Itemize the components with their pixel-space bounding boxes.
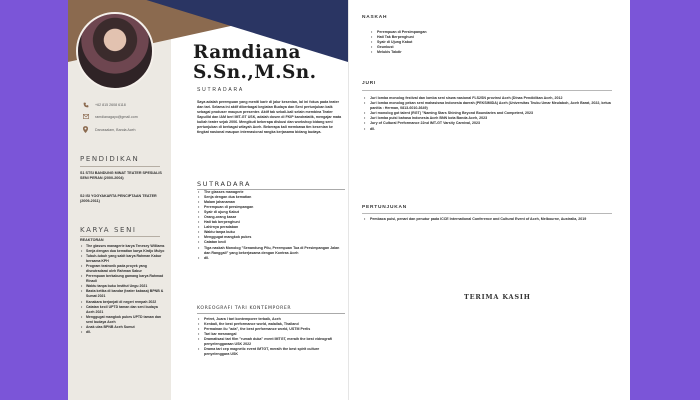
pertunjukan-list [362, 217, 612, 222]
list-item: • Malam jahanaman [197, 200, 345, 205]
list-item: • dll. [362, 127, 612, 132]
list-item: • Syair di Ujung Kabut [369, 40, 619, 45]
cv-page-left [68, 0, 348, 400]
list-item: • Petret, Juara I tari kontemporer terbaik, Aceh [197, 317, 345, 322]
list-item: • Catatan kecil UPTD taman dan seni budaya Aceh 2021 [80, 305, 166, 315]
contact-address [82, 126, 136, 133]
koreografi-heading: KOREOGRAFI TARI KONTEMPORER [197, 306, 292, 311]
list-item: • Tubuh-tubuh yang sakit karya Rahman Kabur bersama KPH [80, 254, 166, 264]
list-item: • Perempuan di Persimpangan [369, 30, 619, 35]
list-item: • Juri lomba puisi bahasa Indonesia Aceh BNN kota Banda Aceh, 2023 [362, 116, 612, 121]
pendidikan-heading: PENDIDIKAN [80, 155, 140, 163]
list-item: • Jury of Cultural Performance 22nd IMT-GT Varsity Carnival, 2023 [362, 121, 612, 126]
juri-heading: JURI [362, 81, 377, 86]
list-item: • Juri lomba monolog pekan seni mahasiswa Indonesia daerah (PEKSIMIDA) Aceh (Universitas Teuku Umar Meulaboh, Aceh Barat, 2022, ketua panitia : Herman, 0813-6010-3649) [362, 101, 612, 111]
juri-list [362, 96, 612, 132]
sutradara-heading: SUTRADARA [197, 180, 251, 188]
list-item: • Juri lomba monolog festival dan lomba seni siswa nasional FLS2SN provinsi Aceh (Dinas Pendidikan Aceh, 2012 [362, 96, 612, 101]
profile-bio: Saya adalah perempuan yang meniti karir di jalur kesenian, lal ini fokus pada teater dan tari. Selama ini aktif diberbagai kegiatan Budaya dan Seni pertunjukan baik sebagai produser maupun presenter. Aktif tak sekali-kali selain membina Teater Sapullid dan IAM beri IMT-GT USK, adalah dosen di FKIP kandratatik, mengajar mata kuliah teater sejak 2006. Mengikuti beberapa diskusi dan workshop bidang seni pertunjukan di berbagai wilayah Aceh. Beberapa kali membawa tim kesenian ke tingkat nasional maupun internasional rangka kerjasama bidang budaya. [197, 100, 342, 135]
list-item: • Tari kar mesnangal [197, 332, 345, 337]
naskah-list [369, 30, 619, 55]
koreografi-divider [197, 313, 345, 314]
list-item: • Tiga naskah Monolog "Senandung Pilu, Perempuan Tua di Persimpangan Jalan dan Ranggali" yang bekerjasama dengan Kontras Aceh [197, 246, 345, 256]
list-item: • Perempuan berkabung gamang karya Rahmad Rinadi [80, 274, 166, 284]
pendidikan-item: S2 ISI YOGYAKARTA PENCIPTAAN TEATER (2009-2011) [80, 194, 157, 204]
profile-role: SUTRADARA [197, 87, 245, 93]
list-item: • Kenbali, the best performance world, walailak, Thailand [197, 322, 345, 327]
karya-seni-heading: KARYA SENI [80, 226, 137, 234]
list-item: • Catatan kecil [197, 240, 345, 245]
list-item: • Syair di ujung Kabut [197, 210, 345, 215]
koreografi-list [197, 317, 345, 357]
list-item: • Basta ketika di bandar (teater kabasa) BPNB & Sumat 2021 [80, 289, 166, 299]
name-line-2: S.Sn.,M.Sn. [193, 62, 317, 83]
list-item: • Menggugat mangkok pukes [197, 235, 345, 240]
closing-text: TERIMA KASIH [464, 293, 531, 301]
profile-photo [76, 12, 154, 90]
list-item: • Menggugat mangkok pukes UPTD taman dan seni budaya Aceh [80, 315, 166, 325]
list-item: • Geunkust [369, 45, 619, 50]
list-item: • The glasses managerie karya Tenesey Williams [80, 244, 166, 249]
sutradara-list [197, 190, 345, 261]
list-item: • Pembaca puisi, penari dan penutur pada ICCE International Conference and Cultural Event of Aceh, Melbourne, Australia, 2019 [362, 217, 612, 222]
karya-seni-subheading: REAKTORAN [80, 238, 104, 242]
mail-icon [82, 113, 89, 120]
list-item: • Drama tari cep magnetic event IMTGT, meraih the best spirit culture penyelenggara USK [197, 347, 345, 357]
list-item: • Hati tak berpenghuni [197, 220, 345, 225]
contact-email [82, 113, 138, 120]
list-item: • Permainan ilu "ada", the best performance world, USTM Perlis [197, 327, 345, 332]
list-item: • Senja dengan dua kematian [197, 195, 345, 200]
list-item: • Dramatisasi tari film "rumah duka" event IMTGT, meraih the best videografi penyelenggaraan USK 2022 [197, 337, 345, 347]
list-item: • Kanakara berjanjati di negeri rempah 2022 [80, 300, 166, 305]
list-item: • Lahirnya peradaban [197, 225, 345, 230]
list-item: • The glasses managerie [197, 190, 345, 195]
email-text: ramdianagayo@gmail.com [95, 114, 138, 119]
list-item: • Senja dengan dua kematian karya Kirdjo Mulyo [80, 249, 166, 254]
list-item: • dll. [80, 330, 166, 335]
juri-divider [362, 90, 612, 91]
list-item: • Melukis Takdir [369, 50, 619, 55]
list-item: • Waktu tanpa buku [197, 230, 345, 235]
pendidikan-item: S1 STSI BANDUNG MINAT TEATER SPESIALIS SENI PERAN (2000-2004) [80, 171, 162, 181]
karya-seni-list [80, 244, 166, 335]
address-text: Darussalam, Banda Aceh [95, 127, 136, 132]
location-pin-icon [82, 126, 89, 133]
pertunjukan-heading: PERTUNJUKAN [362, 205, 408, 210]
naskah-heading: NASKAH [362, 15, 388, 20]
contact-phone [82, 101, 126, 108]
profile-name [193, 43, 316, 83]
list-item: • Program teatronik pada proyek yang diseutradarai oleh Rahman Sabur [80, 264, 166, 274]
list-item: • Orang-orang kasar [197, 215, 345, 220]
pendidikan-divider [80, 166, 160, 167]
list-item: • Juri monolog got talent (RGT) "Naming Stars Shining Beyond Boundaries and Competent, 2023 [362, 111, 612, 116]
list-item: • Hati Tak Berpenghuni [369, 35, 619, 40]
phone-text: +62 815 2608 6118 [95, 102, 126, 107]
list-item: • dll. [197, 256, 345, 261]
pertunjukan-divider [362, 213, 612, 214]
list-item: • Perempuan di persimpangan [197, 205, 345, 210]
list-item: • Anak ulas BPNB Aceh Sumut [80, 325, 166, 330]
phone-icon [82, 101, 89, 108]
list-item: • Waktu tanpa buku Institut Ungu 2021 [80, 284, 166, 289]
name-line-1: Ramdiana [193, 42, 301, 63]
cv-page-right [348, 0, 630, 400]
karya-seni-divider [80, 236, 160, 237]
